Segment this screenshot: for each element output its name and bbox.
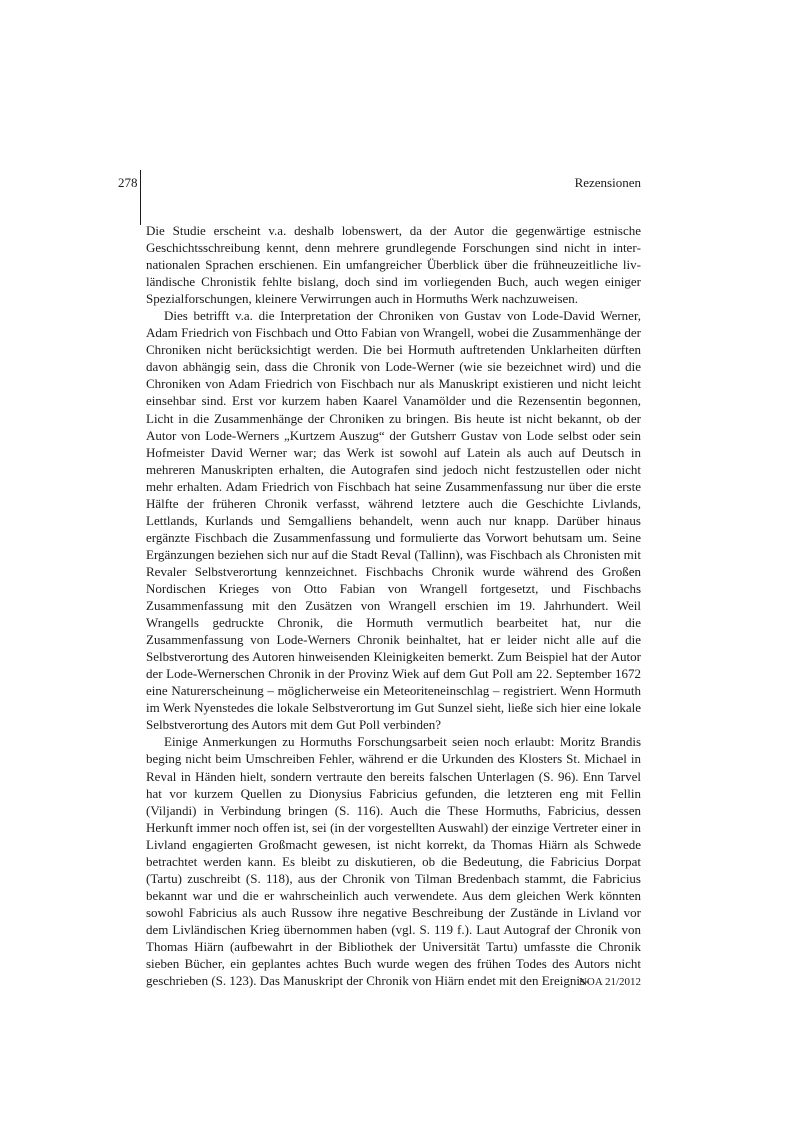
journal-footer: NOA 21/2012 — [578, 976, 641, 988]
paragraph-1: Die Studie erscheint v.a. deshalb lobenswert, da der Autor die gegenwärtige estnische Geschichtsschreibung kennt, denn mehrere grundlegende Forschungen sind nicht in internationalen Sprachen erschienen. Ein umfangreicher Überblick über die frühneuzeitliche livländische Chronistik fehlte bislang, doch sind im vorliegenden Buch, auch wegen einiger Spezialforschungen, kleinere Verwirrungen auch in Hormuths Werk nachzuweisen. — [146, 223, 641, 307]
paragraph-3: Einige Anmerkungen zu Hormuths Forschungsarbeit seien noch erlaubt: Moritz Brandis beging nicht beim Umschreiben Fehler, während er die Urkunden des Klosters St. Michael in Reval in Händen hielt, sondern vertraute den bereits falschen Unterlagen (S. 96). Enn Tarvel hat vor kurzem Quellen zu Dionysius Fabricius gefunden, die letzteren eng mit Fellin (Viljandi) in Verbindung bringen (S. 116). Auch die These Hormuths, Fabricius, dessen Herkunft immer noch offen ist, sei (in der vorgestellten Auswahl) der einzige Vertreter einer in Livland engagierten Großmacht gewesen, ist nicht korrekt, da Thomas Hiärn als Schwede betrachtet werden kann. Es bleibt zu diskutieren, ob die Bedeutung, die Fabricius Dorpat (Tartu) zuschreibt (S. 118), aus der Chronik von Tilman Bredenbach stammt, die Fabricius bekannt war und die er wahrscheinlich auch verwendete. Aus dem gleichen Werk könnten sowohl Fabricius als auch Russow ihre negative Beschreibung der Zustände in Livland vor dem Livländischen Krieg übernommen haben (vgl. S. 119 f.). Laut Autograf der Chronik von Thomas Hiärn (aufbewahrt in der Bibliothek der Universität Tartu) umfasste die Chronik sieben Bücher, ein geplantes achtes Buch wurde wegen des frühen Todes des Autors nicht geschrieben (S. 123). Das Manuskript der Chronik von Hiärn endet mit den Ereignis- — [146, 734, 641, 989]
paragraph-2: Dies betrifft v.a. die Interpretation der Chroniken von Gustav von Lode-David Werner, Adam Friedrich von Fischbach und Otto Fabian von Wrangell, wobei die Zusammenhänge der Chroniken nicht berücksichtigt werden. Die bei Hormuth auftretenden Unklarheiten dürften davon abhängig sein, dass die Chronik von Lode-Werner (wie sie bezeichnet wird) und die Chroniken von Adam Friedrich von Fischbach nur als Manuskript existieren und nicht leicht einsehbar sind. Erst vor kurzem haben Kaarel Vanamölder und die Rezensentin begonnen, Licht in die Zusammenhänge der Chroniken zu bringen. Bis heute ist nicht bekannt, ob der Autor von Lode-Werners „Kurtzem Auszug“ der Gutsherr Gustav von Lode selbst oder sein Hofmeister David Werner war; das Werk ist sowohl auf Latein als auch auf Deutsch in mehreren Manuskripten erhalten, die Autografen sind jedoch nicht festzustellen oder nicht mehr erhalten. Adam Friedrich von Fischbach hat seine Zusammenfassung nur über die erste Hälfte der früheren Chronik verfasst, während letztere auch die Geschichte Livlands, Lettlands, Kurlands und Semgalliens behandelt, wenn auch nur knapp. Darüber hinaus ergänzte Fischbach die Zusammenfassung und formulierte das Vorwort behutsam um. Seine Ergänzungen beziehen sich nur auf die Stadt Reval (Tallinn), was Fischbach als Chronisten mit Revaler Selbstverortung kennzeichnet. Fischbachs Chronik wurde während des Großen Nordischen Krieges von Otto Fabian von Wrangell fortgesetzt, und Fischbachs Zusammenfassung mit den Zusätzen von Wrangell erschien im 19. Jahrhundert. Weil Wrangells gedruckte Chronik, die Hormuth vermutlich bearbeitet hat, nur die Zusammenfassung von Lode-Werners Chronik beinhaltet, hat er leider nicht alle auf die Selbstverortung des Autoren hinweisenden Kleinigkeiten bemerkt. Zum Beispiel hat der Autor der Lode-Wernerschen Chronik in der Provinz Wiek auf dem Gut Poll am 22. September 1672 eine Naturerscheinung – möglicherweise ein Meteoriteneinschlag – registriert. Wenn Hormuth im Werk Nyenstedes die lokale Selbstverortung im Gut Sunzel sieht, ließe sich hier eine lokale Selbstverortung des Autors mit dem Gut Poll verbinden? — [146, 308, 641, 733]
running-head: Rezensionen — [574, 175, 641, 190]
page-number: 278 — [118, 175, 138, 190]
body-text — [146, 222, 641, 989]
margin-rule — [140, 170, 141, 225]
